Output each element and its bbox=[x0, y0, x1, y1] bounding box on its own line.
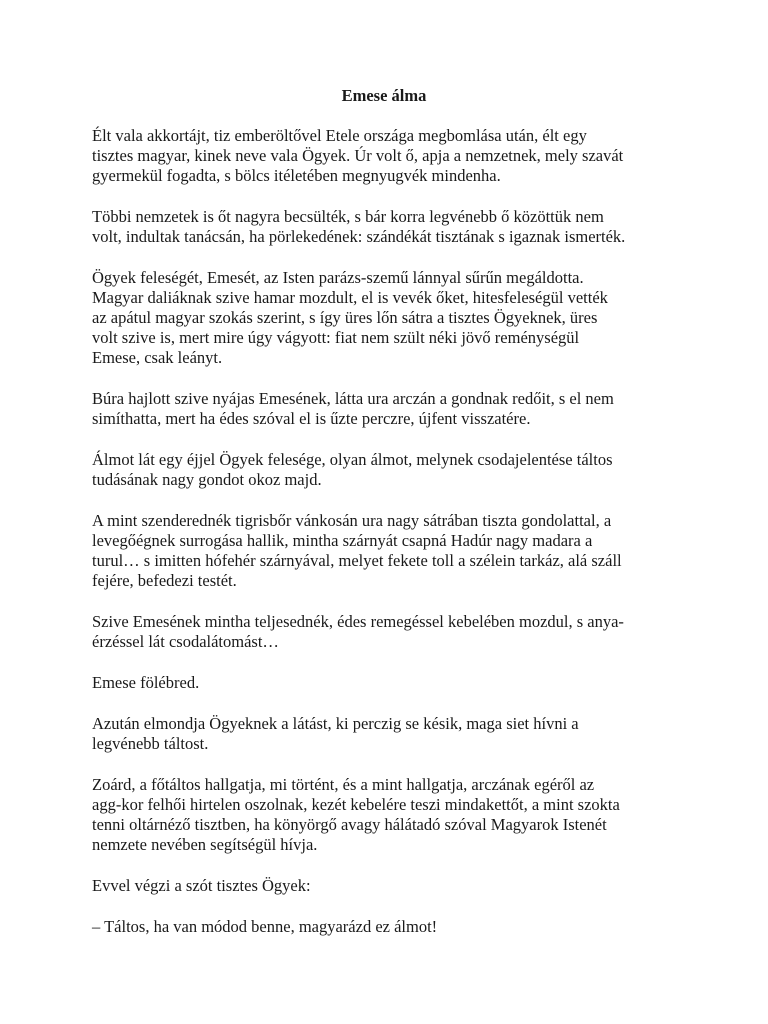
paragraph-12: – Táltos, ha van módod benne, magyarázd ez álmot! bbox=[92, 917, 438, 936]
paragraph-2: Többi nemzetek is őt nagyra becsülték, s bár korra legvénebb ő közöttük nem volt, indultak tanácsán, ha pörlekedének: szándékát tisztának s igaznak ismerték. bbox=[92, 207, 626, 246]
paragraph-6: A mint szenderednék tigrisbőr vánkosán ura nagy sátrában tiszta gondolattal, a levegőégnek surrogása hallik, mintha szárnyát csapná Hadúr nagy madara a turul… s imitten hófehér szárnyával, melyet fekete toll a szélein tarkáz, alá száll fejére, befedezi testét. bbox=[92, 511, 622, 590]
paragraph-8: Emese fölébred. bbox=[92, 673, 200, 692]
paragraph-10: Zoárd, a főtáltos hallgatja, mi történt, és a mint hallgatja, arczának egéről az agg-kor felhői hirtelen oszolnak, kezét kebelére teszi mindakettőt, a mint szokta tenni oltárnéző tisztben, ha könyörgő avagy hálátadó szóval Magyarok Istenét nemzete nevében segítségül hívja. bbox=[92, 775, 620, 854]
paragraph-11: Evvel végzi a szót tisztes Ögyek: bbox=[92, 876, 311, 895]
document-body bbox=[92, 126, 692, 958]
paragraph-4: Búra hajlott szive nyájas Emesének, látta ura arczán a gondnak redőit, s el nem simíthatta, mert ha édes szóval el is űzte perczre, újfent visszatére. bbox=[92, 389, 614, 428]
paragraph-5: Álmot lát egy éjjel Ögyek felesége, olyan álmot, melynek csodajelentése táltos tudásának nagy gondot okoz majd. bbox=[92, 450, 613, 489]
paragraph-9: Azután elmondja Ögyeknek a látást, ki perczig se késik, maga siet hívni a legvénebb táltost. bbox=[92, 714, 579, 753]
paragraph-1: Élt vala akkortájt, tiz emberöltővel Etele országa megbomlása után, élt egy tisztes magyar, kinek neve vala Ögyek. Úr volt ő, apja a nemzetnek, mely szavát gyermekül fogadta, s bölcs itéletében megnyugvék mindenha. bbox=[92, 126, 624, 185]
paragraph-3: Ögyek feleségét, Emesét, az Isten parázs-szemű lánnyal sűrűn megáldotta. Magyar daliáknak szive hamar mozdult, el is vevék őket, hitesfeleségül vették az apátul magyar szokás szerint, s így üres lőn sátra a tisztes Ögyeknek, üres volt szive is, mert mire úgy vágyott: fiat nem szült néki jövő reménységül Emese, csak leányt. bbox=[92, 268, 608, 367]
page-title: Emese álma bbox=[341, 86, 427, 105]
paragraph-7: Szive Emesének mintha teljesednék, édes remegéssel kebelében mozdul, s anya- érzéssel lát csodalátomást… bbox=[92, 612, 624, 651]
